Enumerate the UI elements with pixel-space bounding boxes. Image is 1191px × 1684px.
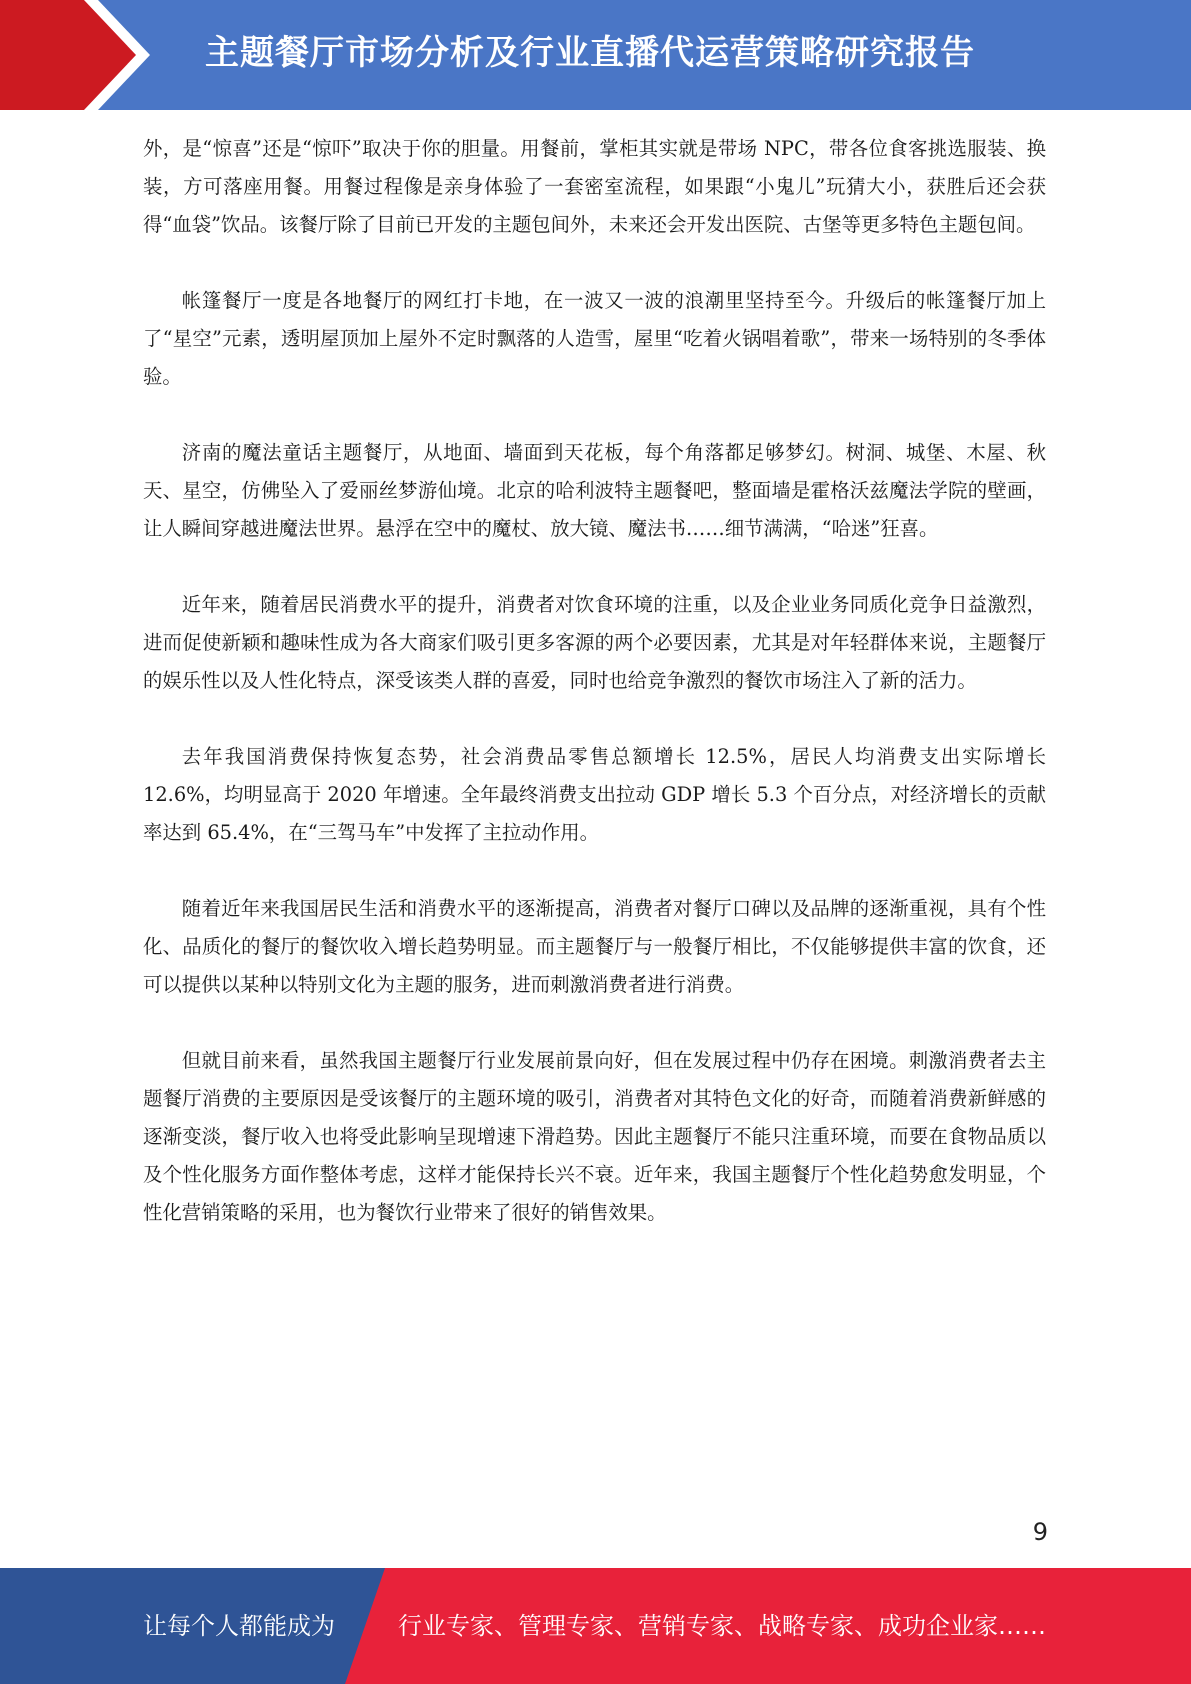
page-footer — [0, 1568, 1191, 1684]
footer-slogan-right: 行业专家、管理专家、营销专家、战略专家、成功企业家…… — [398, 1612, 1046, 1640]
report-header — [0, 0, 1191, 110]
paragraph-1: 外，是“惊喜”还是“惊吓”取决于你的胆量。用餐前，掌柜其实就是带场 NPC，带各位食客挑选服装、换装，方可落座用餐。用餐过程像是亲身体验了一套密室流程，如果跟“小鬼儿”玩猜大小，获胜后还会获得“血袋”饮品。该餐厅除了目前已开发的主题包间外，未来还会开发出医院、古堡等更多特色主题包间。 — [143, 137, 1046, 236]
paragraph-5: 去年我国消费保持恢复态势，社会消费品零售总额增长 12.5%，居民人均消费支出实际增长 12.6%，均明显高于 2020 年增速。全年最终消费支出拉动 GDP 增长 5.3 个百分点，对经济增长的贡献率达到 65.4%，在“三驾马车”中发挥了主拉动作用。 — [143, 745, 1046, 844]
paragraph-2: 帐篷餐厅一度是各地餐厅的网红打卡地，在一波又一波的浪潮里坚持至今。升级后的帐篷餐厅加上了“星空”元素，透明屋顶加上屋外不定时飘落的人造雪，屋里“吃着火锅唱着歌”，带来一场特别的冬季体验。 — [143, 289, 1046, 388]
report-title: 主题餐厅市场分析及行业直播代运营策略研究报告 — [205, 33, 975, 73]
paragraph-3: 济南的魔法童话主题餐厅，从地面、墙面到天花板，每个角落都足够梦幻。树洞、城堡、木屋、秋天、星空，仿佛坠入了爱丽丝梦游仙境。北京的哈利波特主题餐吧，整面墙是霍格沃兹魔法学院的壁画，让人瞬间穿越进魔法世界。悬浮在空中的魔杖、放大镜、魔法书……细节满满，“哈迷”狂喜。 — [143, 441, 1046, 540]
paragraph-7: 但就目前来看，虽然我国主题餐厅行业发展前景向好，但在发展过程中仍存在困境。刺激消费者去主题餐厅消费的主要原因是受该餐厅的主题环境的吸引，消费者对其特色文化的好奇，而随着消费新鲜感的逐渐变淡，餐厅收入也将受此影响呈现增速下滑趋势。因此主题餐厅不能只注重环境，而要在食物品质以及个性化服务方面作整体考虑，这样才能保持长兴不衰。近年来，我国主题餐厅个性化趋势愈发明显，个性化营销策略的采用，也为餐饮行业带来了很好的销售效果。 — [143, 1049, 1046, 1224]
header-chevron-graphic — [0, 0, 160, 110]
page-content — [143, 130, 1046, 1270]
paragraph-6: 随着近年来我国居民生活和消费水平的逐渐提高，消费者对餐厅口碑以及品牌的逐渐重视，具有个性化、品质化的餐厅的餐饮收入增长趋势明显。而主题餐厅与一般餐厅相比，不仅能够提供丰富的饮食，还可以提供以某种以特别文化为主题的服务，进而刺激消费者进行消费。 — [143, 897, 1046, 996]
header-chevron-red — [0, 0, 136, 110]
footer-slogan-left: 让每个人都能成为 — [143, 1612, 335, 1640]
paragraph-4: 近年来，随着居民消费水平的提升，消费者对饮食环境的注重，以及企业业务同质化竞争日益激烈，进而促使新颖和趣味性成为各大商家们吸引更多客源的两个必要因素，尤其是对年轻群体来说，主题餐厅的娱乐性以及人性化特点，深受该类人群的喜爱，同时也给竞争激烈的餐饮市场注入了新的活力。 — [143, 593, 1046, 692]
page-number: 9 — [1032, 1518, 1048, 1546]
